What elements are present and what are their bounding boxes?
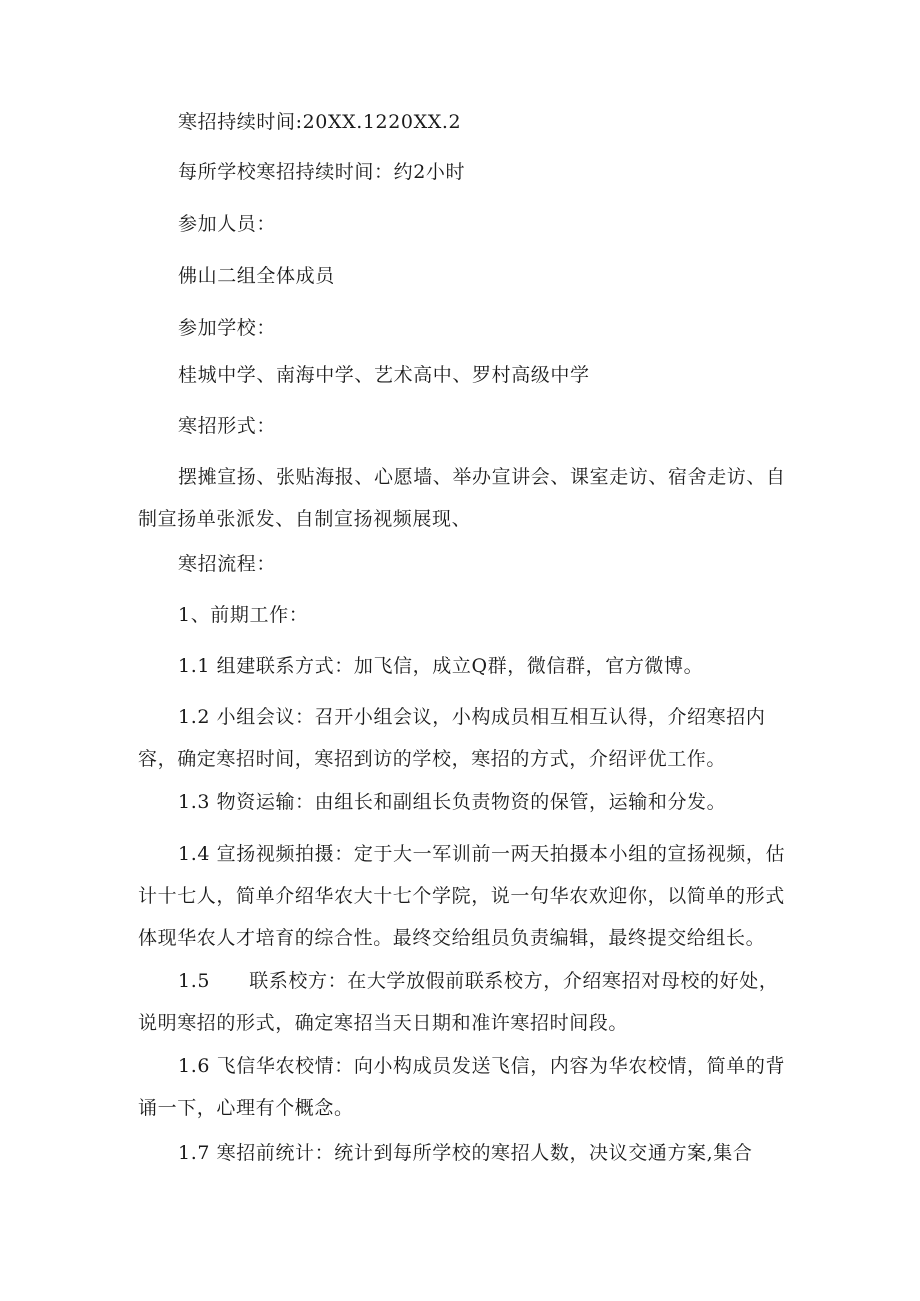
paragraph-participants: 佛山二组全体成员 xyxy=(178,265,335,287)
heading-schools: 参加学校： xyxy=(178,317,277,339)
paragraph-item-1-1: 1.1 组建联系方式：加飞信，成立Q群，微信群，官方微博。 xyxy=(178,655,704,677)
paragraph-item-1-6: 1.6 飞信华农校情：向小构成员发送飞信，内容为华农校情，简单的背诵一下，心理有个概念。 xyxy=(138,1055,786,1119)
heading-participants: 参加人员： xyxy=(178,213,277,235)
paragraph-item-1-3: 1.3 物资运输：由组长和副组长负责物资的保管，运输和分发。 xyxy=(178,791,727,813)
paragraph-schools: 桂城中学、南海中学、艺术高中、罗村高级中学 xyxy=(178,364,590,386)
paragraph-item-1-7: 1.7 寒招前统计：统计到每所学校的寒招人数，决议交通方案,集合 xyxy=(178,1142,753,1164)
heading-preparation: 1、前期工作： xyxy=(178,604,309,626)
heading-process: 寒招流程： xyxy=(178,553,277,575)
paragraph-item-1-4: 1.4 宣扬视频拍摄：定于大一军训前一两天拍摄本小组的宣扬视频，估计十七人，简单介绍华农大十七个学院，说一句华农欢迎你，以简单的形式体现华农人才培育的综合性。最终交给组员负责编辑，最终提交给组长。 xyxy=(138,843,786,949)
paragraph-school-duration: 每所学校寒招持续时间：约2小时 xyxy=(178,161,466,183)
paragraph-format: 摆摊宣扬、张贴海报、心愿墙、举办宣讲会、课室走访、宿舍走访、自制宣扬单张派发、自制宣扬视频展现、 xyxy=(138,466,786,530)
paragraph-duration: 寒招持续时间:20XX.1220XX.2 xyxy=(178,111,462,133)
paragraph-item-1-5: 1.5 联系校方：在大学放假前联系校方，介绍寒招对母校的好处，说明寒招的形式，确定寒招当天日期和准许寒招时间段。 xyxy=(138,970,779,1034)
heading-format: 寒招形式： xyxy=(178,415,277,437)
paragraph-item-1-2: 1.2 小组会议：召开小组会议，小构成员相互相互认得，介绍寒招内容，确定寒招时间，寒招到访的学校，寒招的方式，介绍评优工作。 xyxy=(138,706,766,770)
